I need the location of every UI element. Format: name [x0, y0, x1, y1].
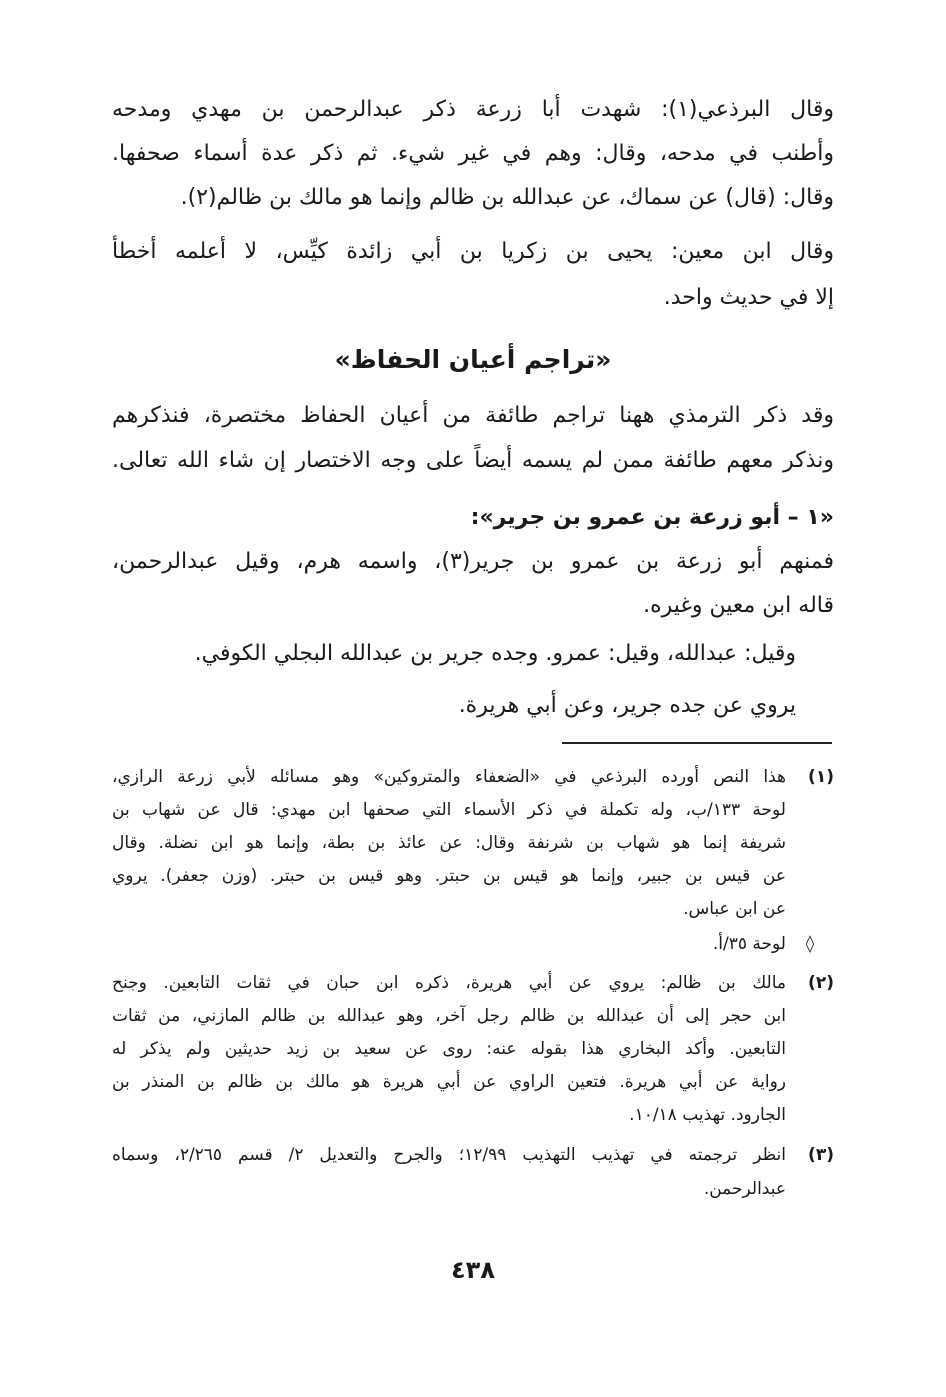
footnote-2-line-2: [112, 1001, 834, 1031]
footnote-2-line-4: [112, 1067, 834, 1097]
footnote-1-line-3: [112, 828, 834, 858]
footnote-line: شريفة إنما هو شهاب بن شرنفة وقال: عن عائذ بن بطة، وإنما هو ابن نضلة. وقال: [112, 833, 786, 853]
footnote-1: [112, 762, 834, 792]
body-line: وأطنب في مدحه، وقال: وهم في غير شيء. ثم ذكر عدة أسماء صحفها.: [112, 141, 834, 166]
footnote-line: عن قيس بن جبير، وإنما هو قيس بن حبتر. وهو قيس بن حبتر. (وزن جعفر). يروي: [112, 866, 786, 886]
footnote-1-line-2: [112, 795, 834, 825]
body-line: وقال ابن معين: يحيى بن زكريا بن أبي زائدة كيِّس، لا أعلمه أخطأ: [112, 239, 834, 264]
page-number: ٤٣٨: [451, 1256, 495, 1284]
entry-title: «١ – أبو زرعة بن عمرو بن جرير»:: [470, 505, 834, 530]
body-line: إلا في حديث واحد.: [663, 285, 834, 310]
body-line: قاله ابن معين وغيره.: [643, 593, 834, 618]
footnote-line: لوحة ٣٥/أ.: [712, 934, 786, 954]
body-line: وقيل: عبدالله، وقيل: عمرو. وجده جرير بن عبدالله البجلي الكوفي.: [194, 641, 796, 666]
footnote-number: (٢): [808, 973, 834, 993]
footnote-3-line-2: [112, 1174, 834, 1204]
footnote-line: لوحة ١٣٣/ب، وله تكملة في ذكر الأسماء التي صحفها ابن مهدي: قال عن شهاب بن: [112, 800, 786, 820]
footnote-3: [112, 1140, 834, 1170]
footnote-1-line-4: [112, 861, 834, 891]
footnote-line: مالك بن ظالم: يروي عن أبي هريرة، ذكره ابن حبان في ثقات التابعين. وجنح: [112, 973, 786, 993]
lozenge-icon: ◊: [805, 934, 815, 954]
footnote-line: عن ابن عباس.: [683, 899, 786, 919]
footnote-line: رواية عن أبي هريرة. فتعين الراوي عن أبي هريرة هو مالك بن ظالم بن المنذر بن: [112, 1072, 786, 1092]
body-line: يروي عن جده جرير، وعن أبي هريرة.: [458, 693, 796, 718]
footnote-number: (٣): [808, 1145, 834, 1165]
footnote-line: ابن حجر إلى أن عبدالله بن ظالم رجل آخر، وهو عبدالله بن ظالم المازني، من ثقات: [112, 1006, 786, 1026]
body-line: ونذكر معهم طائفة ممن لم يسمه أيضاً على وجه الاختصار إن شاء الله تعالى.: [112, 448, 834, 473]
footnote-2: [112, 968, 834, 998]
body-line: فمنهم أبو زرعة بن عمرو بن جرير(٣)، واسمه هرم، وقيل عبدالرحمن،: [112, 549, 834, 574]
footnote-number: (١): [808, 767, 834, 787]
footnote-divider: [562, 742, 832, 744]
footnote-line: التابعين. وأكد البخاري هذا بقوله عنه: روى عن سعيد بن زيد حديثين ولم يذكر له: [112, 1039, 786, 1059]
body-line: وقد ذكر الترمذي ههنا تراجم طائفة من أعيان الحفاظ مختصرة، فنذكرهم: [112, 403, 834, 428]
section-heading: «تراجم أعيان الحفاظ»: [334, 345, 612, 374]
footnote-line: انظر ترجمته في تهذيب التهذيب ١٢/٩٩؛ والجرح والتعديل ٢/ قسم ٢/٢٦٥، وسماه: [112, 1145, 786, 1165]
footnote-1-line-5: [112, 894, 834, 924]
footnote-2-line-5: [112, 1100, 834, 1130]
footnote-line: عبدالرحمن.: [703, 1179, 786, 1199]
body-line: وقال البرذعي(١): شهدت أبا زرعة ذكر عبدالرحمن بن مهدي ومدحه: [112, 97, 834, 122]
footnote-2-line-3: [112, 1034, 834, 1064]
body-line: وقال: (قال) عن سماك، عن عبدالله بن ظالم وإنما هو مالك بن ظالم(٢).: [180, 185, 834, 210]
footnote-line: الجارود. تهذيب ١٠/١٨.: [629, 1105, 786, 1125]
footnote-line: هذا النص أورده البرذعي في «الضعفاء والمتروكين» وهو مسائله لأبي زرعة الرازي،: [112, 767, 786, 787]
footnote-1-extra: [112, 929, 834, 959]
